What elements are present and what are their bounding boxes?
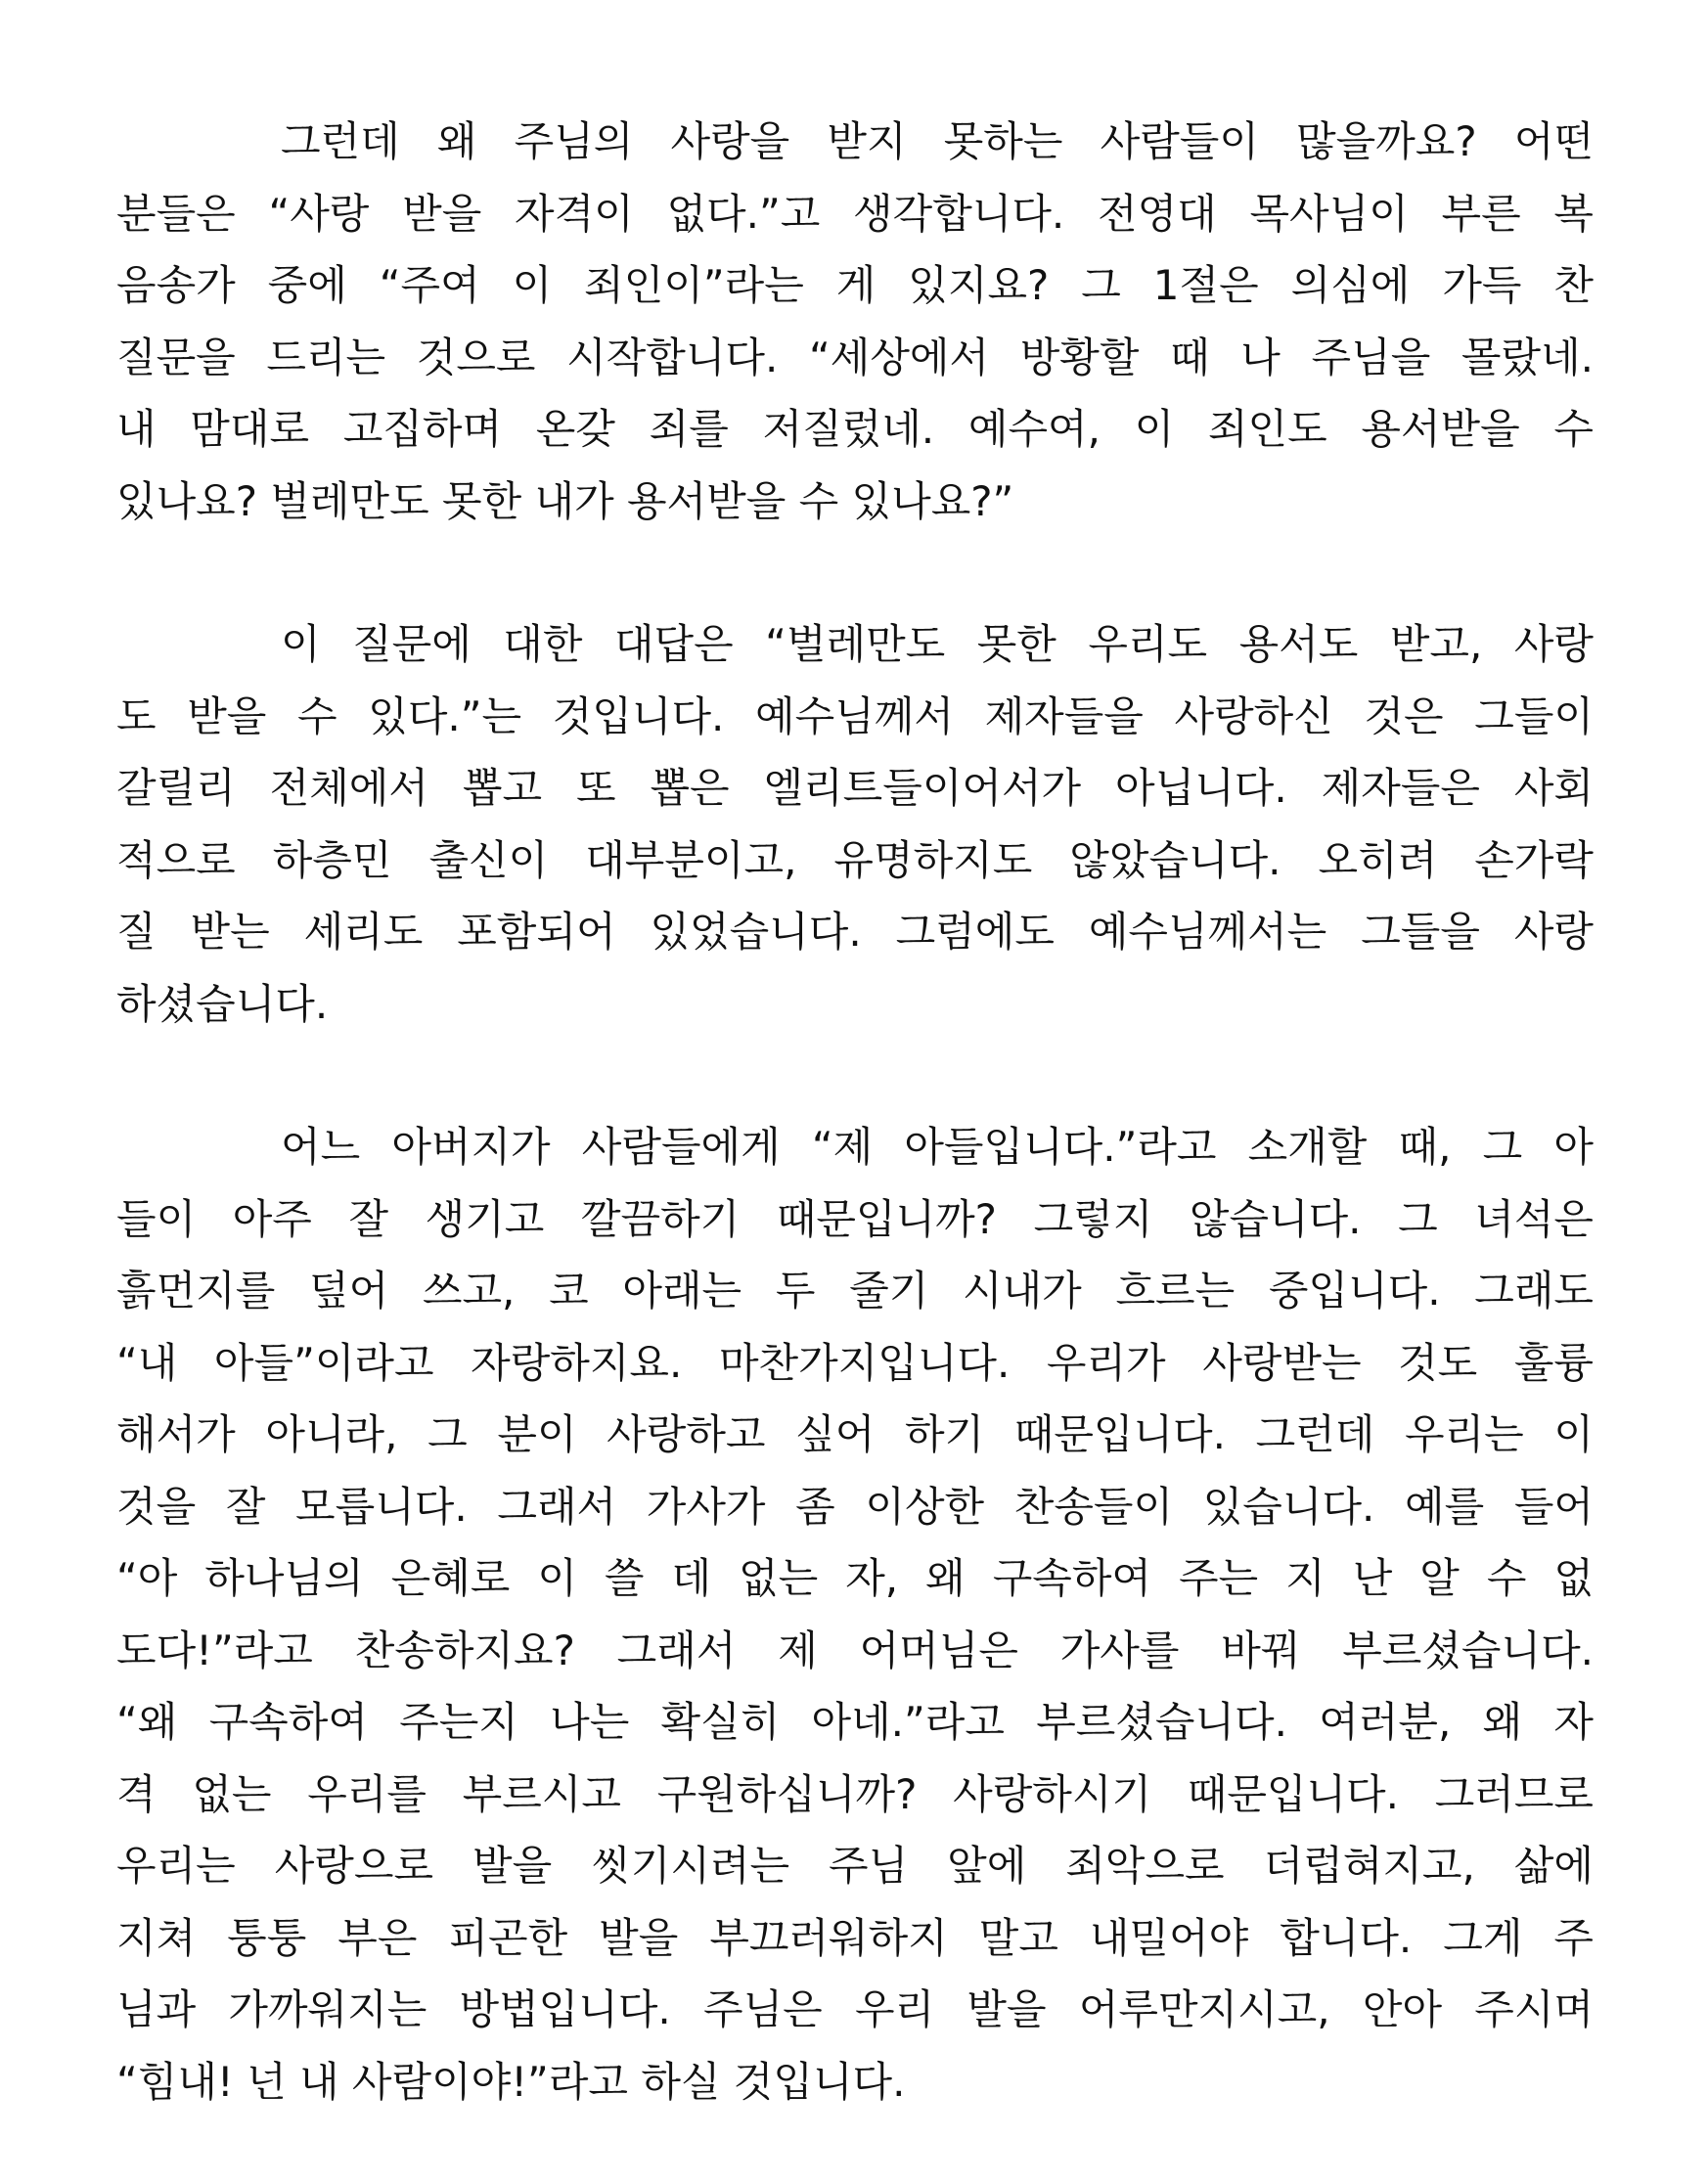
text-line: 분들은 “사랑 받을 자격이 없다.”고 생각합니다. 전영대 목사님이 부른 복 [116,189,1594,238]
text-line: 그런데 왜 주님의 사랑을 받지 못하는 사람들이 많을까요? 어떤 [281,117,1594,165]
text-line: 갈릴리 전체에서 뽑고 또 뽑은 엘리트들이어서가 아닙니다. 제자들은 사회 [116,764,1594,812]
paragraph-3 [116,1111,1594,2117]
paragraph-2 [116,608,1594,1040]
text-line: “힘내! 넌 내 사람이야!”라고 하실 것입니다. [116,2057,906,2106]
text-line: 흙먼지를 덮어 쓰고, 코 아래는 두 줄기 시내가 흐르는 중입니다. 그래도 [116,1267,1594,1315]
text-line: 어느 아버지가 사람들에게 “제 아들입니다.”라고 소개할 때, 그 아 [281,1123,1594,1171]
text-line: 질 받는 세리도 포함되어 있었습니다. 그럼에도 예수님께서는 그들을 사랑 [116,908,1594,956]
text-line: 지쳐 퉁퉁 부은 피곤한 발을 부끄러워하지 말고 내밀어야 합니다. 그게 주 [116,1913,1594,1962]
paragraph-1 [116,106,1594,537]
paragraph-spacer [116,537,1594,608]
text-line: 것을 잘 모릅니다. 그래서 가사가 좀 이상한 찬송들이 있습니다. 예를 들어 [116,1482,1594,1531]
text-line: “왜 구속하여 주는지 나는 확실히 아네.”라고 부르셨습니다. 여러분, 왜 자 [116,1698,1594,1746]
text-line: 질문을 드리는 것으로 시작합니다. “세상에서 방황할 때 나 주님을 몰랐네. [116,333,1594,381]
text-line: 격 없는 우리를 부르시고 구원하십니까? 사랑하시기 때문입니다. 그러므로 [116,1769,1594,1818]
text-line: 음송가 중에 “주여 이 죄인이”라는 게 있지요? 그 1절은 의심에 가득 찬 [116,261,1594,309]
text-line: “아 하나님의 은혜로 이 쓸 데 없는 자, 왜 구속하여 주는 지 난 알 수 없 [116,1554,1594,1602]
text-line: 도 받을 수 있다.”는 것입니다. 예수님께서 제자들을 사랑하신 것은 그들이 [116,691,1594,740]
text-line: “내 아들”이라고 자랑하지요. 마찬가지입니다. 우리가 사랑받는 것도 훌륭 [116,1338,1594,1387]
text-line: 하셨습니다. [116,979,329,1028]
text-line: 님과 가까워지는 방법입니다. 주님은 우리 발을 어루만지시고, 안아 주시며 [116,1985,1594,2033]
text-line: 들이 아주 잘 생기고 깔끔하기 때문입니까? 그렇지 않습니다. 그 녀석은 [116,1194,1594,1243]
text-line: 이 질문에 대한 대답은 “벌레만도 못한 우리도 용서도 받고, 사랑 [281,620,1594,668]
text-line: 우리는 사랑으로 발을 씻기시려는 주님 앞에 죄악으로 더럽혀지고, 삶에 [116,1842,1594,1890]
paragraph-spacer [116,1040,1594,1111]
text-line: 있나요? 벌레만도 못한 내가 용서받을 수 있나요?” [116,476,1014,525]
text-line: 내 맘대로 고집하며 온갖 죄를 저질렀네. 예수여, 이 죄인도 용서받을 수 [116,405,1594,453]
text-line: 적으로 하층민 출신이 대부분이고, 유명하지도 않았습니다. 오히려 손가락 [116,835,1594,884]
text-line: 해서가 아니라, 그 분이 사랑하고 싶어 하기 때문입니다. 그런데 우리는 이 [116,1410,1594,1458]
document-page [116,106,1594,2117]
text-line: 도다!”라고 찬송하지요? 그래서 제 어머님은 가사를 바꿔 부르셨습니다. [116,1626,1594,1674]
